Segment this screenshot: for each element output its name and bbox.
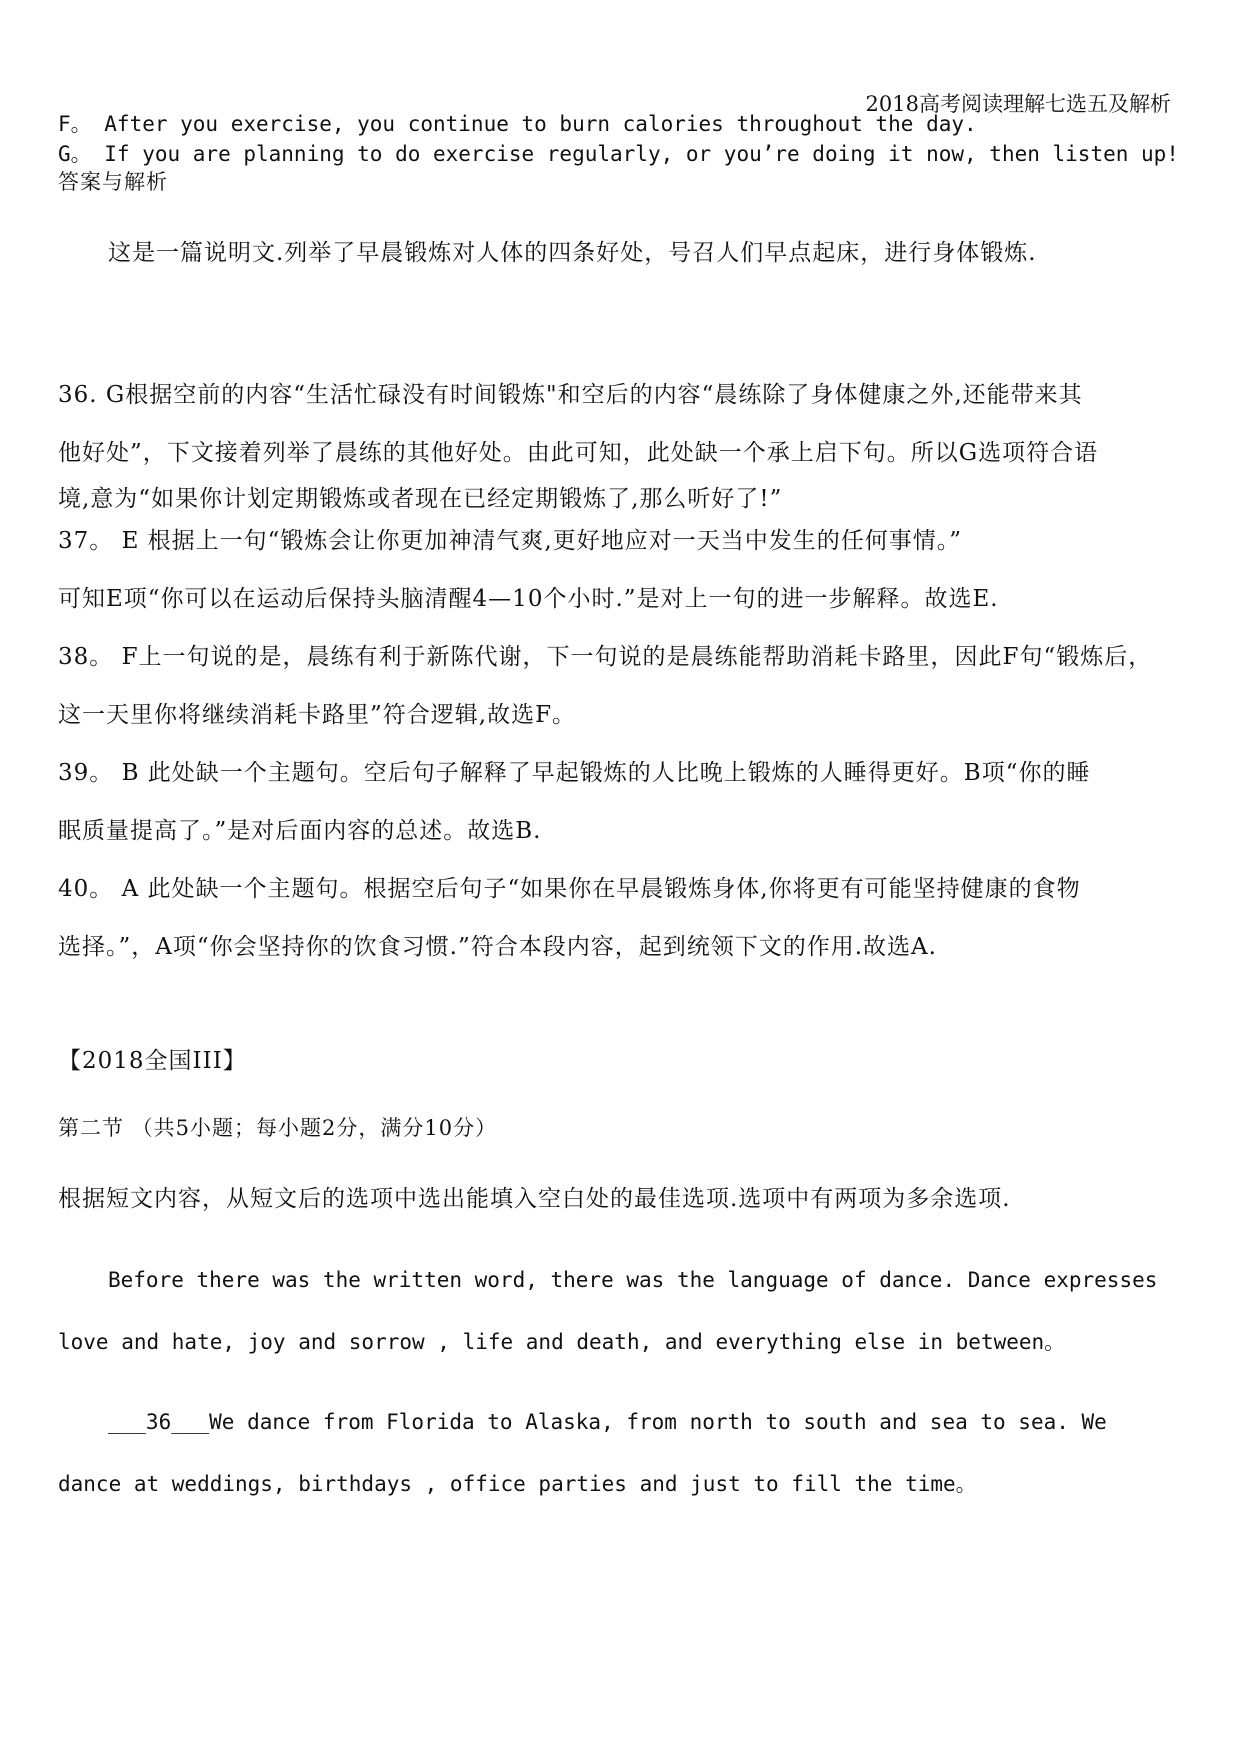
option-f: F。 After you exercise, you continue to burn calories throughout the day.: [58, 112, 977, 136]
summary-paragraph: 这是一篇说明文.列举了早晨锻炼对人体的四条好处，号召人们早点起床，进行身体锻炼.: [108, 240, 1037, 266]
explanation-line: 38。 F上一句说的是，晨练有利于新陈代谢，下一句说的是晨练能帮助消耗卡路里，因此F句“锻炼后，: [58, 644, 1153, 670]
answer-heading: 答案与解析: [58, 170, 168, 194]
section-source: 【2018全国III】: [58, 1048, 247, 1074]
passage-line: dance at weddings, birthdays , office parties and just to fill the time。: [58, 1472, 977, 1496]
explanation-line: 37。 E 根据上一句“锻炼会让你更加神清气爽,更好地应对一天当中发生的任何事情。”: [58, 528, 963, 554]
section-part: 第二节 （共5小题；每小题2分，满分10分）: [58, 1116, 498, 1140]
option-g: G。 If you are planning to do exercise regularly, or you’re doing it now, then listen up!: [58, 142, 1179, 166]
passage-line: ___36___We dance from Florida to Alaska, from north to south and sea to sea. We: [108, 1410, 1107, 1434]
explanation-line: 39。 B 此处缺一个主题句。空后句子解释了早起锻炼的人比晚上锻炼的人睡得更好。B项“你的睡: [58, 760, 1091, 786]
explanation-line: 选择。”，A项“你会坚持你的饮食习惯.”符合本段内容，起到统领下文的作用.故选A.: [58, 934, 937, 960]
passage-line: love and hate, joy and sorrow , life and death, and everything else in between。: [58, 1330, 1066, 1354]
explanation-line: 眠质量提高了。”是对后面内容的总述。故选B.: [58, 818, 542, 844]
page-header: 2018高考阅读理解七选五及解析: [865, 92, 1171, 116]
explanation-line: 这一天里你将继续消耗卡路里”符合逻辑,故选F。: [58, 702, 577, 728]
explanation-line: 可知E项“你可以在运动后保持头脑清醒4—10个小时.”是对上一句的进一步解释。故选E.: [58, 586, 999, 612]
passage-line: Before there was the written word, there was the language of dance. Dance expresses: [108, 1268, 1158, 1292]
explanation-line: 40。 A 此处缺一个主题句。根据空后句子“如果你在早晨锻炼身体,你将更有可能坚持健康的食物: [58, 876, 1081, 902]
section-instruction: 根据短文内容，从短文后的选项中选出能填入空白处的最佳选项.选项中有两项为多余选项.: [58, 1186, 1011, 1212]
explanation-line: 36. G根据空前的内容“生活忙碌没有时间锻炼"和空后的内容“晨练除了身体健康之外,还能带来其: [58, 382, 1083, 408]
explanation-line: 他好处”，下文接着列举了晨练的其他好处。由此可知，此处缺一个承上启下句。所以G选项符合语: [58, 440, 1099, 466]
explanation-line: 境,意为“如果你计划定期锻炼或者现在已经定期锻炼了,那么听好了!”: [58, 486, 783, 512]
